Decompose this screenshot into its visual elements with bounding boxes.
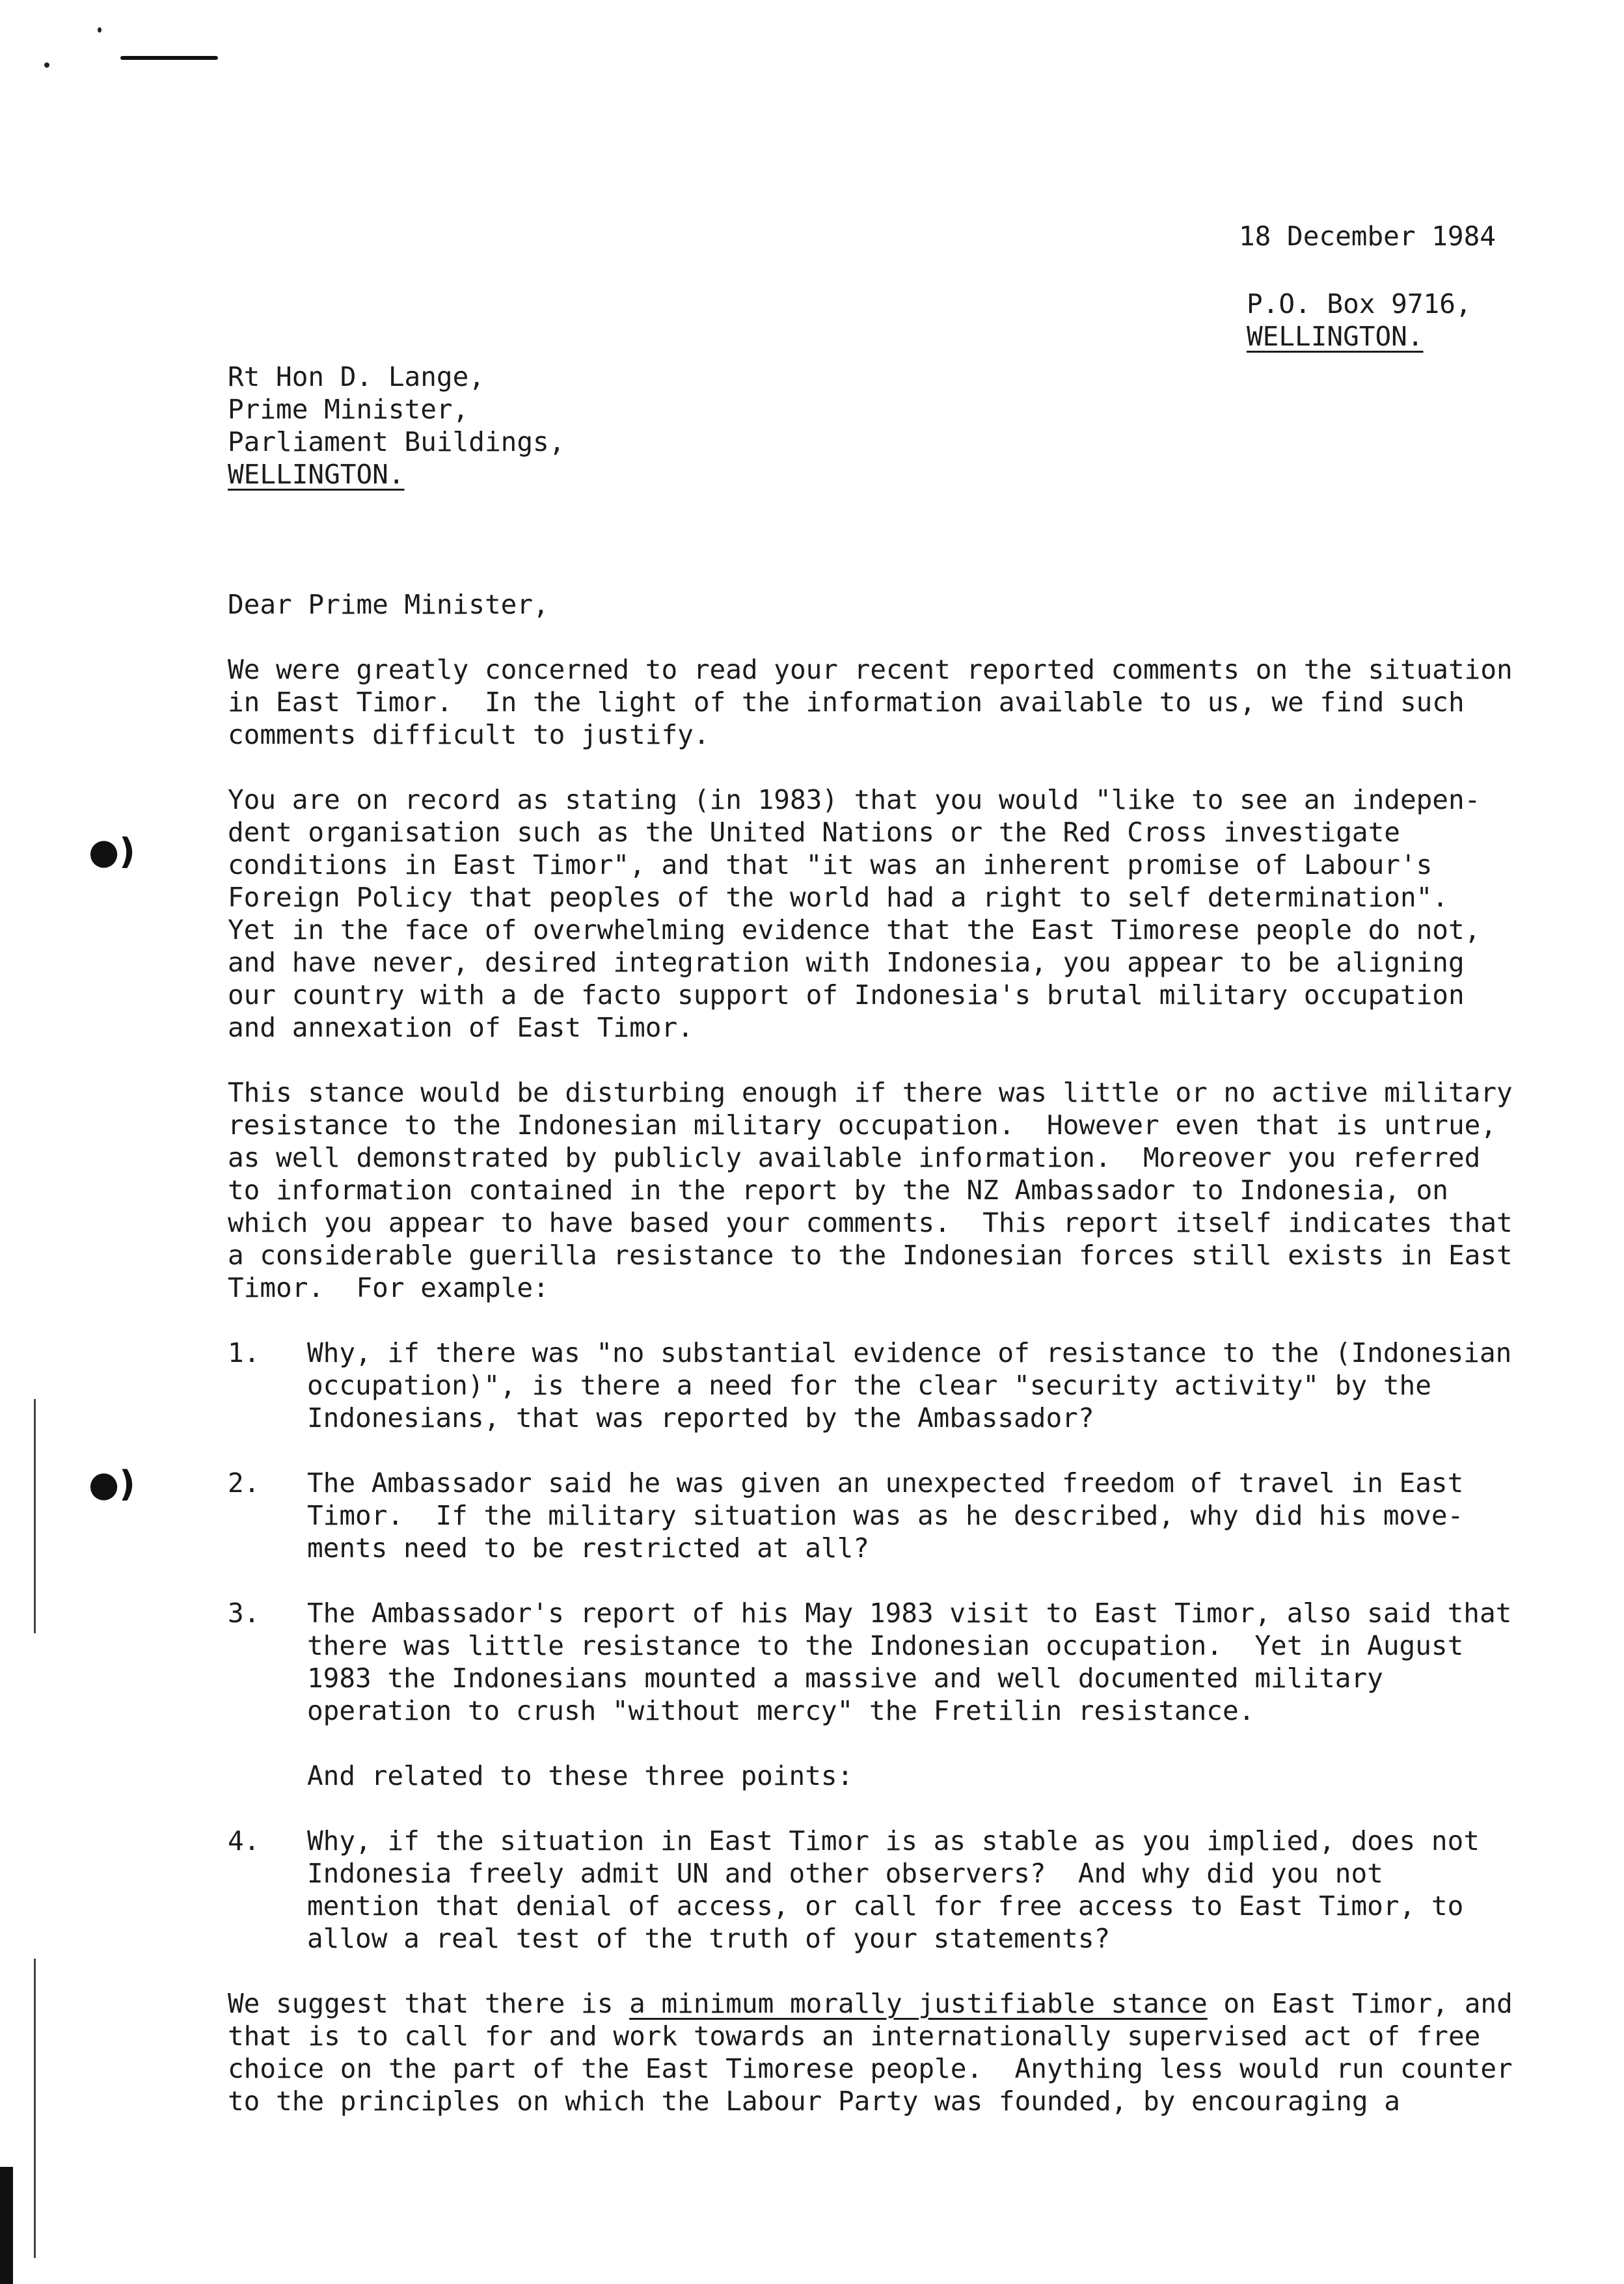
paragraph-line: dent organisation such as the United Nations or the Red Cross investigate [228, 817, 1400, 848]
paragraph-line: resistance to the Indonesian military occupation. However even that is untrue, [228, 1109, 1497, 1141]
point-1 [307, 1337, 1511, 1434]
underlined-phrase: a minimum morally justifiable stance [629, 1988, 1208, 2019]
paragraph-line: and have never, desired integration with Indonesia, you appear to be aligning [228, 947, 1465, 978]
recipient-address [228, 360, 565, 491]
point-line: The Ambassador said he was given an unexpected freedom of travel in East [307, 1467, 1464, 1499]
related-note: And related to these three points: [307, 1760, 854, 1791]
scan-mark-top [120, 56, 218, 60]
paragraph-line: to information contained in the report by the NZ Ambassador to Indonesia, on [228, 1175, 1448, 1206]
point-line: Why, if the situation in East Timor is as stable as you implied, does not [307, 1825, 1480, 1856]
paragraph-line: This stance would be disturbing enough if there was little or no active military [228, 1077, 1513, 1108]
scan-dot [98, 27, 102, 33]
point-number: 2. [228, 1467, 260, 1499]
point-line: occupation)", is there a need for the clear "security activity" by the [307, 1370, 1431, 1401]
paragraph-line: in East Timor. In the light of the information available to us, we find such [228, 687, 1465, 718]
point-line: 1983 the Indonesians mounted a massive and well documented military [307, 1663, 1383, 1694]
paragraph-line: to the principles on which the Labour Party was founded, by encouraging a [228, 2086, 1400, 2117]
point-line: Indonesia freely admit UN and other observers? And why did you not [307, 1858, 1383, 1889]
punch-hole-mark: ●) [88, 1463, 135, 1504]
paragraph-line: choice on the part of the East Timorese people. Anything less would run counter [228, 2053, 1513, 2084]
paragraph-line: You are on record as stating (in 1983) that you would "like to see an indepen- [228, 784, 1481, 815]
paragraph-3 [228, 1076, 1513, 1304]
closing-paragraph [228, 1987, 1513, 2117]
recipient-city: WELLINGTON. [228, 459, 405, 490]
point-line: Indonesians, that was reported by the Ambassador? [307, 1402, 1094, 1434]
sender-address-line: P.O. Box 9716, [1247, 288, 1472, 319]
recipient-title: Prime Minister, [228, 394, 469, 425]
paragraph-line: Yet in the face of overwhelming evidence that the East Timorese people do not, [228, 914, 1481, 945]
recipient-building: Parliament Buildings, [228, 426, 565, 457]
paragraph-1 [228, 653, 1513, 751]
paragraph-line: that is to call for and work towards an internationally supervised act of free [228, 2020, 1481, 2052]
closing-line-first [228, 1987, 1513, 2020]
paragraph-line: comments difficult to justify. [228, 719, 710, 750]
scan-edge-line [34, 1399, 36, 1633]
point-line: mention that denial of access, or call for free access to East Timor, to [307, 1890, 1464, 1922]
scan-dot [44, 62, 49, 68]
point-line: allow a real test of the truth of your statements? [307, 1923, 1111, 1954]
point-line: Timor. If the military situation was as he described, why did his move- [307, 1500, 1464, 1531]
point-3 [307, 1597, 1511, 1727]
paragraph-line: conditions in East Timor", and that "it was an inherent promise of Labour's [228, 849, 1433, 880]
paragraph-line: a considerable guerilla resistance to the Indonesian forces still exists in East [228, 1240, 1513, 1271]
point-line: ments need to be restricted at all? [307, 1532, 869, 1564]
paragraph-line: as well demonstrated by publicly available information. Moreover you referred [228, 1142, 1481, 1173]
punch-hole-mark: ●) [88, 831, 135, 872]
sender-address-city: WELLINGTON. [1247, 321, 1424, 352]
point-number: 4. [228, 1825, 260, 1856]
recipient-name: Rt Hon D. Lange, [228, 361, 485, 392]
paragraph-line: our country with a de facto support of Indonesia's brutal military occupation [228, 979, 1465, 1011]
closing-text: We suggest that there is [228, 1988, 630, 2019]
point-4 [307, 1825, 1480, 1955]
closing-text: on East Timor, and [1207, 1988, 1513, 2019]
salutation: Dear Prime Minister, [228, 589, 549, 620]
point-number: 3. [228, 1597, 260, 1629]
point-line: The Ambassador's report of his May 1983 visit to East Timor, also said that [307, 1597, 1512, 1629]
point-number: 1. [228, 1337, 260, 1368]
scan-edge-line [34, 1959, 36, 2258]
point-line: operation to crush "without mercy" the Fretilin resistance. [307, 1695, 1255, 1726]
point-2 [307, 1467, 1463, 1564]
scan-edge-bar [0, 2167, 13, 2284]
point-line: there was little resistance to the Indonesian occupation. Yet in August [307, 1630, 1464, 1661]
letter-date: 18 December 1984 [1239, 221, 1496, 252]
paragraph-line: Timor. For example: [228, 1272, 549, 1303]
paragraph-line: and annexation of East Timor. [228, 1012, 694, 1043]
paragraph-line: which you appear to have based your comments. This report itself indicates that [228, 1207, 1513, 1238]
paragraph-2 [228, 783, 1480, 1044]
point-line: Why, if there was "no substantial evidence of resistance to the (Indonesian [307, 1337, 1512, 1368]
paragraph-line: Foreign Policy that peoples of the world had a right to self determination". [228, 882, 1448, 913]
paragraph-line: We were greatly concerned to read your recent reported comments on the situation [228, 654, 1513, 685]
